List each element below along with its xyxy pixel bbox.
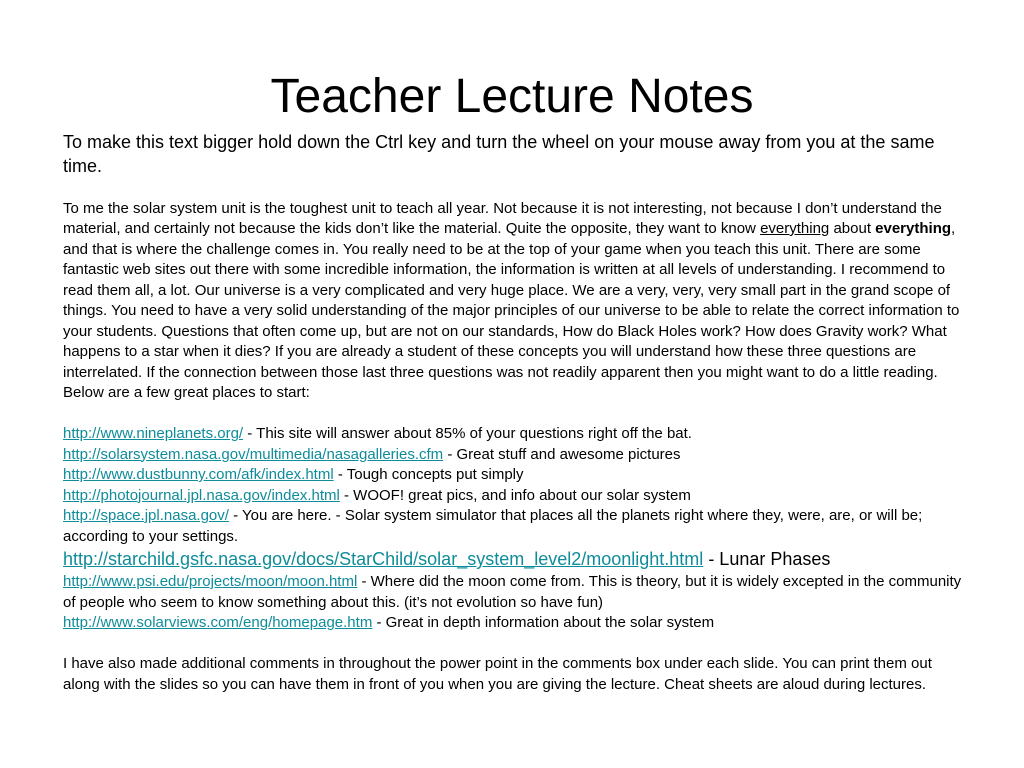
link-solarviews[interactable]: http://www.solarviews.com/eng/homepage.htm — [63, 614, 373, 631]
link-description: - This site will answer about 85% of your questions right off the bat. — [243, 425, 692, 442]
spacer — [63, 178, 969, 199]
link-starchild[interactable]: http://starchild.gsfc.nasa.gov/docs/StarChild/solar_system_level2/moonlight.html — [63, 549, 704, 569]
link-nasa-galleries[interactable]: http://solarsystem.nasa.gov/multimedia/nasagalleries.cfm — [63, 445, 444, 463]
link-item-solarviews — [63, 613, 969, 634]
spacer — [63, 404, 969, 425]
spacer — [63, 634, 969, 655]
link-description: - Great stuff and awesome pictures — [443, 445, 681, 463]
main-paragraph — [63, 199, 969, 404]
link-item-nineplanets — [63, 424, 969, 445]
link-item-nasa-galleries — [63, 445, 969, 466]
link-item-photojournal — [63, 486, 969, 507]
link-dustbunny[interactable]: http://www.dustbunny.com/afk/index.html — [63, 466, 334, 483]
link-psi[interactable]: http://www.psi.edu/projects/moon/moon.html — [63, 573, 358, 590]
link-description: - Great in depth information about the solar system — [372, 614, 715, 631]
intro-text: To make this text bigger hold down the Ctrl key and turn the wheel on your mouse away from you at the same time. — [63, 132, 935, 176]
paragraph-text: To me the solar system unit is the toughest unit to teach all year. Not because it is not interesting, not because I don’t understand the material, and certainly not because the kids don’t like the material. Quite the opposite, they want to know — [63, 199, 942, 237]
link-description: - Lunar Phases — [703, 549, 831, 569]
link-item-starchild — [63, 547, 969, 572]
link-photojournal[interactable]: http://photojournal.jpl.nasa.gov/index.html — [63, 486, 340, 504]
link-description: - WOOF! great pics, and info about our solar system — [339, 486, 691, 504]
link-description: - Where did the moon come from. This is theory, but it is widely excepted in the community of people who seem to know something about this. (it’s not evolution so have fun) — [63, 573, 962, 611]
link-description: - Tough concepts put simply — [333, 466, 524, 483]
link-item-psi — [63, 572, 969, 613]
paragraph-text: , and that is where the challenge comes in. You really need to be at the top of your game when you teach this unit. There are some fantastic web sites out there with some incredible information, the information is written at all levels of understanding. I recommend to read them all, a lot. Our universe is a very complicated and very huge place. We are a very, very, very small part in the grand scope of things. You need to have a very solid understanding of the major principles of our universe to be able to relate the correct information to your students. Questions that often come up, but are not on our standards, How do Black Holes work? How does Gravity work? What happens to a star when it dies? If you are already a student of these concepts you will understand how these three questions are interrelated. If the connection between those last three questions was not readily apparent then you might want to do a little reading. Below are a few great places to start: — [63, 220, 960, 401]
closing-paragraph: I have also made additional comments in throughout the power point in the comments box under each slide. You can print them out along with the slides so you can have them in front of you when you are giving the lecture. Cheat sheets are aloud during lectures. — [63, 655, 932, 693]
link-item-space-jpl — [63, 506, 969, 547]
link-nineplanets[interactable]: http://www.nineplanets.org/ — [63, 425, 244, 442]
page-title: Teacher Lecture Notes — [270, 70, 754, 123]
underlined-word: everything — [760, 220, 830, 237]
bold-word: everything — [875, 220, 952, 237]
link-item-dustbunny — [63, 465, 969, 486]
slide-body — [63, 130, 969, 695]
link-description: - You are here. - Solar system simulator that places all the planets right where they, were, are, or will be; according to your settings. — [63, 507, 923, 545]
notes-body — [63, 199, 969, 696]
paragraph-text: about — [829, 220, 876, 237]
link-space-jpl[interactable]: http://space.jpl.nasa.gov/ — [63, 507, 229, 524]
